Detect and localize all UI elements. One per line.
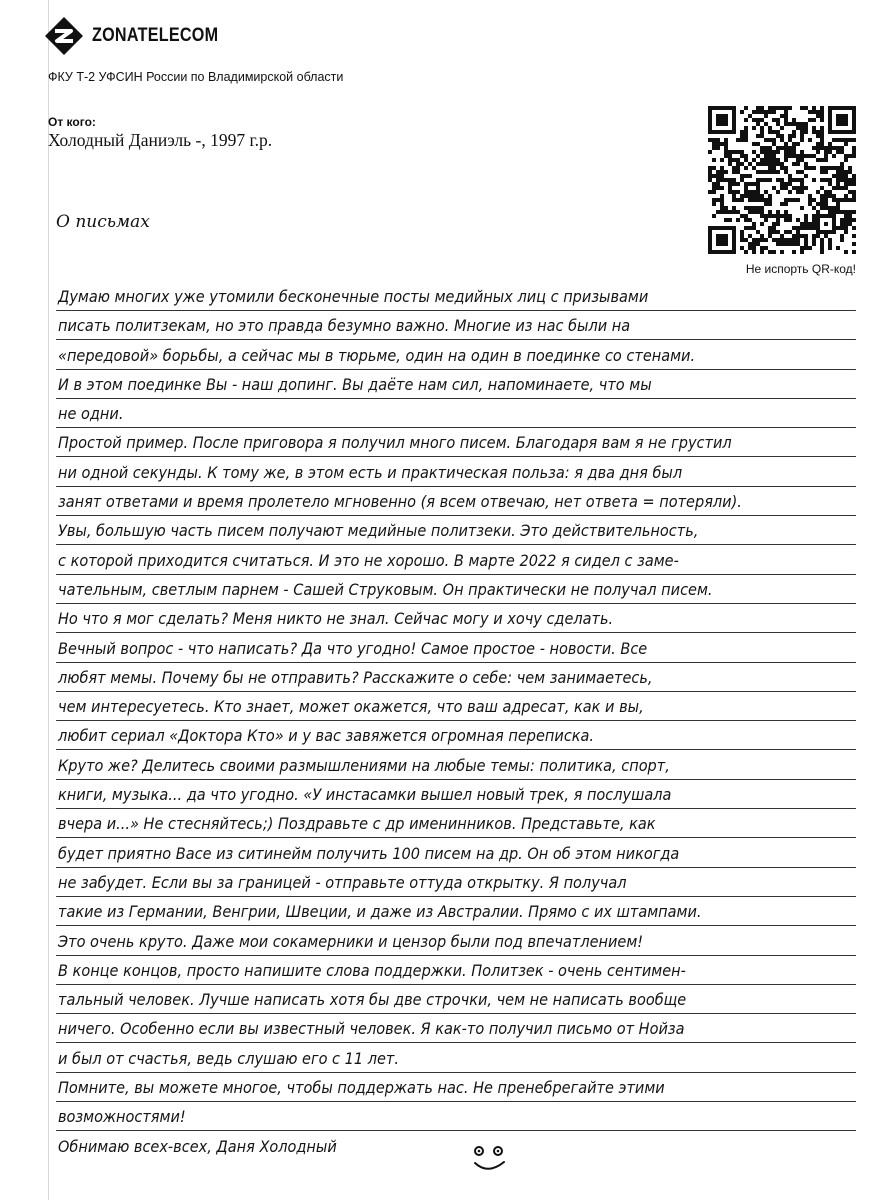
letter-line: Вечный вопрос - что написать? Да что угодно! Самое простое - новости. Все xyxy=(58,638,802,667)
letter-line: возможностями! xyxy=(58,1106,802,1135)
letter-line: не забудет. Если вы за границей - отправьте оттуда открытку. Я получал xyxy=(58,872,802,901)
brand-name: ZONATELECOM xyxy=(92,25,219,46)
letter-line: книги, музыка... да что угодно. «У инстасамки вышел новый трек, я послушала xyxy=(58,784,802,813)
letter-line: занят ответами и время пролетело мгновенно (я всем отвечаю, нет ответа = потеряли). xyxy=(58,491,802,520)
letter-line: ничего. Особенно если вы известный человек. Я как-то получил письмо от Нойза xyxy=(58,1018,802,1047)
letter-title: О письмах xyxy=(56,212,150,232)
letter-line: будет приятно Васе из ситинейм получить 100 писем на др. Он об этом никогда xyxy=(58,843,802,872)
letter-line: и был от счастья, ведь слушаю его с 11 лет. xyxy=(58,1048,802,1077)
sender-label: От кого: xyxy=(48,115,96,129)
letter-line: не одни. xyxy=(58,403,802,432)
letter-line: В конце концов, просто напишите слова поддержки. Политзек - очень сентимен- xyxy=(58,960,802,989)
qr-caption: Не испорть QR-код! xyxy=(745,262,856,276)
letter-line: любят мемы. Почему бы не отправить? Расскажите о себе: чем занимаетесь, xyxy=(58,667,802,696)
margin-line xyxy=(48,0,49,1200)
letter-line: Это очень круто. Даже мои сокамерники и цензор были под впечатлением! xyxy=(58,931,802,960)
brand-logo xyxy=(44,16,241,56)
letter-line: Увы, большую часть писем получают медийные политзеки. Это действительность, xyxy=(58,520,802,549)
letter-body xyxy=(58,286,858,1165)
letter-line: вчера и...» Не стесняйтесь;) Поздравьте с др именинников. Представьте, как xyxy=(58,813,802,842)
letter-line: Но что я мог сделать? Меня никто не знал. Сейчас могу и хочу сделать. xyxy=(58,608,802,637)
institution-name: ФКУ Т-2 УФСИН России по Владимирской области xyxy=(48,70,344,84)
letter-line: писать политзекам, но это правда безумно важно. Многие из нас были на xyxy=(58,315,802,344)
letter-line: Простой пример. После приговора я получил много писем. Благодаря вам я не грустил xyxy=(58,432,802,461)
letter-line: И в этом поединке Вы - наш допинг. Вы даёте нам сил, напоминаете, что мы xyxy=(58,374,802,403)
letter-line: тальный человек. Лучше написать хотя бы две строчки, чем не написать вообще xyxy=(58,989,802,1018)
letter-line: любит сериал «Доктора Кто» и у вас завяжется огромная переписка. xyxy=(58,725,802,754)
letter-line: Круто же? Делитесь своими размышлениями на любые темы: политика, спорт, xyxy=(58,755,802,784)
letter-line: «передовой» борьбы, а сейчас мы в тюрьме, один на один в поединке со стенами. xyxy=(58,345,802,374)
zonatelecom-logo-icon xyxy=(44,16,84,56)
qr-code-icon xyxy=(708,106,856,254)
sender-name: Холодный Даниэль -, 1997 г.р. xyxy=(48,130,273,150)
letter-line: с которой приходится считаться. И это не хорошо. В марте 2022 я сидел с заме- xyxy=(58,550,802,579)
letter-line: Думаю многих уже утомили бесконечные посты медийных лиц с призывами xyxy=(58,286,802,315)
smiley-icon xyxy=(470,1142,510,1176)
letter-line: Помните, вы можете многое, чтобы поддержать нас. Не пренебрегайте этими xyxy=(58,1077,802,1106)
letter-line: ни одной секунды. К тому же, в этом есть и практическая польза: я два дня был xyxy=(58,462,802,491)
letter-line: чательным, светлым парнем - Сашей Струковым. Он практически не получал писем. xyxy=(58,579,802,608)
letter-line: такие из Германии, Венгрии, Швеции, и даже из Австралии. Прямо с их штампами. xyxy=(58,901,802,930)
letter-line: Обнимаю всех-всех, Даня Холодный xyxy=(58,1137,337,1156)
letter-line: чем интересуетесь. Кто знает, может окажется, что ваш адресат, как и вы, xyxy=(58,696,802,725)
